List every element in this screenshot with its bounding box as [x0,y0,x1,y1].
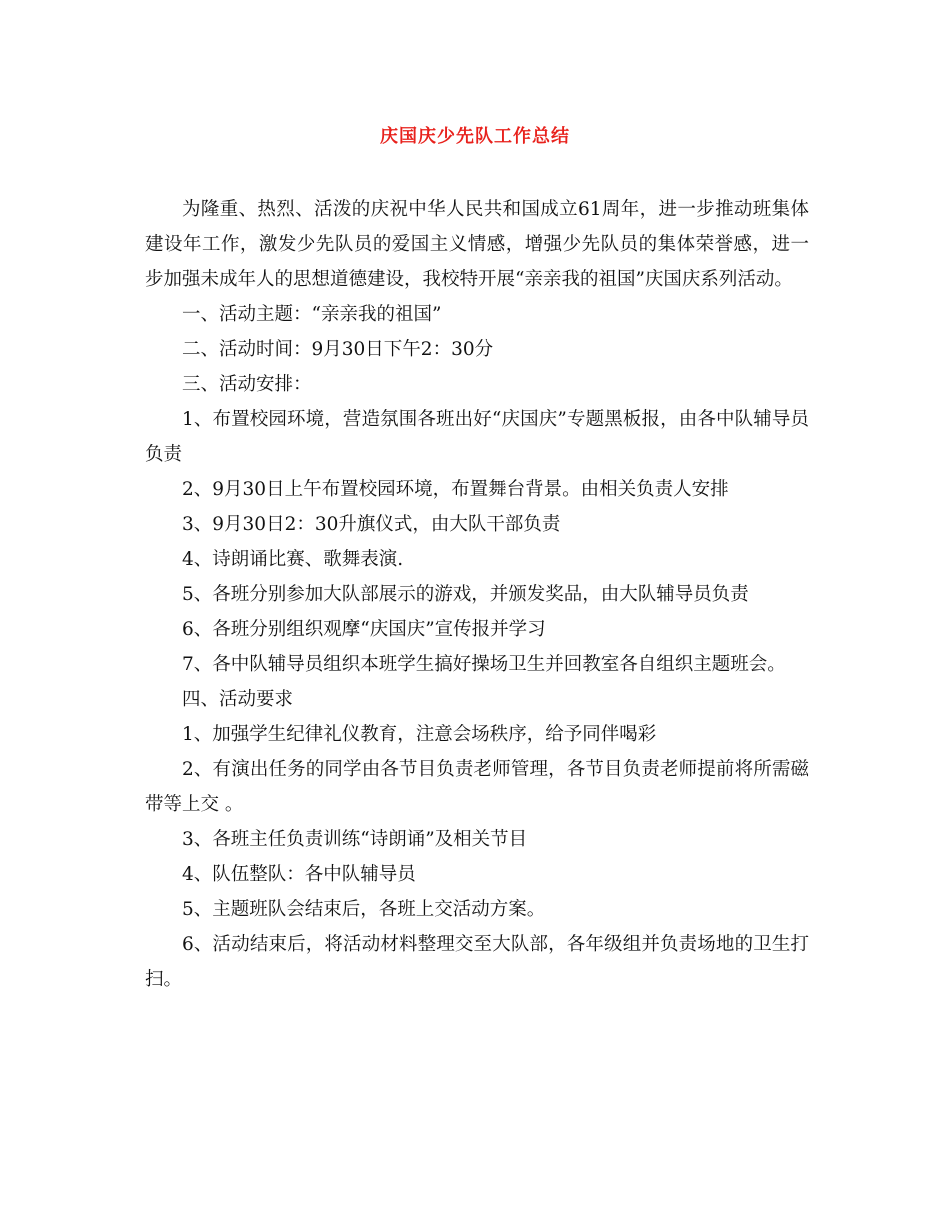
document-body [145,192,809,997]
requirement-item-2: 2、有演出任务的同学由各节目负责老师管理，各节目负责老师提前将所需磁带等上交 。 [145,759,809,815]
arrangement-item-5: 5、各班分别参加大队部展示的游戏，并颁发奖品，由大队辅导员负责 [182,584,749,605]
arrangement-item-7: 7、各中队辅导员组织本班学生搞好操场卫生并回教室各自组织主题班会。 [182,654,786,675]
intro-paragraph: 为隆重、热烈、活泼的庆祝中华人民共和国成立61周年，进一步推动班集体建设年工作，激发少先队员的爱国主义情感，增强少先队员的集体荣誉感，进一步加强未成年人的思想道德建设，我校特开展“亲亲我的祖国”庆国庆系列活动。 [145,199,809,290]
arrangement-item-1: 1、布置校园环境，营造氛围各班出好“庆国庆”专题黑板报，由各中队辅导员负责 [145,409,809,465]
paragraph-time: 二、活动时间：9月30日下午2：30分 [182,339,494,360]
arrangement-item-3: 3、9月30日2：30升旗仪式，由大队干部负责 [182,514,561,535]
paragraph-theme: 一、活动主题：“亲亲我的祖国” [182,304,442,325]
requirement-item-6: 6、活动结束后，将活动材料整理交至大队部，各年级组并负责场地的卫生打扫。 [145,934,809,990]
arrangement-item-4: 4、诗朗诵比赛、歌舞表演. [182,549,404,570]
paragraph-requirements-heading: 四、活动要求 [182,689,294,710]
requirement-item-1: 1、加强学生纪律礼仪教育，注意会场秩序，给予同伴喝彩 [182,724,657,745]
requirement-item-5: 5、主题班队会结束后，各班上交活动方案。 [182,899,546,920]
arrangement-item-2: 2、9月30日上午布置校园环境，布置舞台背景。由相关负责人安排 [182,479,729,500]
paragraph-arrangement-heading: 三、活动安排： [182,374,312,395]
document-title: 庆国庆少先队工作总结 [380,126,570,147]
arrangement-item-6: 6、各班分别组织观摩“庆国庆”宣传报并学习 [182,619,546,640]
requirement-item-4: 4、队伍整队：各中队辅导员 [182,864,416,885]
requirement-item-3: 3、各班主任负责训练“诗朗诵”及相关节目 [182,829,528,850]
